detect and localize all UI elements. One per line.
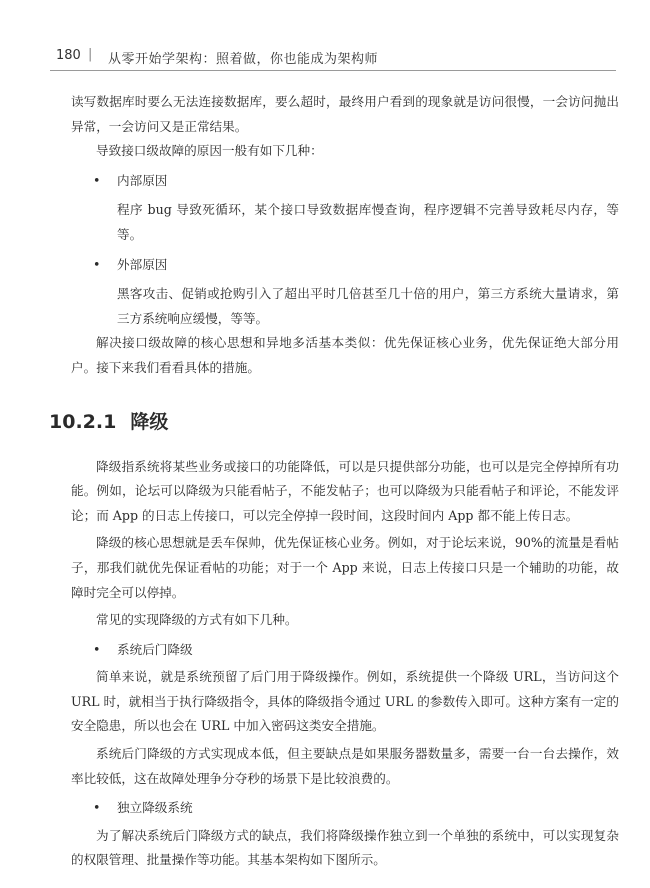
paragraph: 解决接口级故障的核心思想和异地多活基本类似：优先保证核心业务，优先保证绝大部分用户。接下来我们看看具体的措施。 [71,335,619,375]
paragraph: 导致接口级故障的原因一般有如下几种： [96,143,323,159]
list-item [71,796,619,821]
paragraph: 读写数据库时要么无法连接数据库，要么超时，最终用户看到的现象就是访问很慢，一会访问抛出异常，一会访问又是正常结果。 [71,94,619,134]
list-item-title: 独立降级系统 [117,800,193,816]
book-title: 从零开始学架构：照着做，你也能成为架构师 [108,52,379,67]
bullet-icon: • [93,800,101,816]
paragraph: 系统后门降级的方式实现成本低，但主要缺点是如果服务器数量多，需要一台一台去操作，效率比较低，这在故障处理争分夺秒的场景下是比较浪费的。 [71,746,619,786]
page-number: 180 [56,48,81,63]
paragraph: 降级的核心思想就是丢车保帅，优先保证核心业务。例如，对于论坛来说，90%的流量是看帖子，那我们就优先保证看帖的功能；对于一个 App 来说，日志上传接口只是一个辅助的功能，故障时完全可以停掉。 [71,535,619,600]
page-header [50,44,616,71]
bullet-icon: • [93,172,101,188]
list-item [71,638,619,663]
paragraph: 常见的实现降级的方式有如下几种。 [96,612,298,628]
section-heading [49,409,619,435]
list-item [71,253,619,278]
section-number: 10.2.1 [49,410,117,433]
paragraph: 简单来说，就是系统预留了后门用于降级操作。例如，系统提供一个降级 URL，当访问这个 URL 时，就相当于执行降级指令，具体的降级指令通过 URL 的参数传入即可。这种方案有一定的安全隐患，所以也会在 URL 中加入密码这类安全措施。 [71,669,619,734]
bullet-icon: • [93,641,101,657]
header-separator: | [88,47,93,62]
list-item [71,169,619,194]
list-item-title: 内部原因 [117,172,168,188]
section-title: 降级 [130,410,169,433]
paragraph: 为了解决系统后门降级方式的缺点，我们将降级操作独立到一个单独的系统中，可以实现复杂的权限管理、批量操作等功能。其基本架构如下图所示。 [71,827,619,868]
list-item-title: 外部原因 [117,256,168,272]
list-item-description: 程序 bug 导致死循环，某个接口导致数据库慢查询，程序逻辑不完善导致耗尽内存，等等。 [117,202,619,242]
list-item-title: 系统后门降级 [117,641,193,657]
list-item-description: 黑客攻击、促销或抢购引入了超出平时几倍甚至几十倍的用户，第三方系统大量请求，第三方系统响应缓慢，等等。 [117,286,619,326]
paragraph: 降级指系统将某些业务或接口的功能降低，可以是只提供部分功能，也可以是完全停掉所有功能。例如，论坛可以降级为只能看帖子，不能发帖子；也可以降级为只能看帖子和评论，不能发评论；而 App 的日志上传接口，可以完全停掉一段时间，这段时间内 App 都不能上传日志。 [71,458,619,523]
bullet-icon: • [93,256,101,272]
page-body [49,90,619,873]
